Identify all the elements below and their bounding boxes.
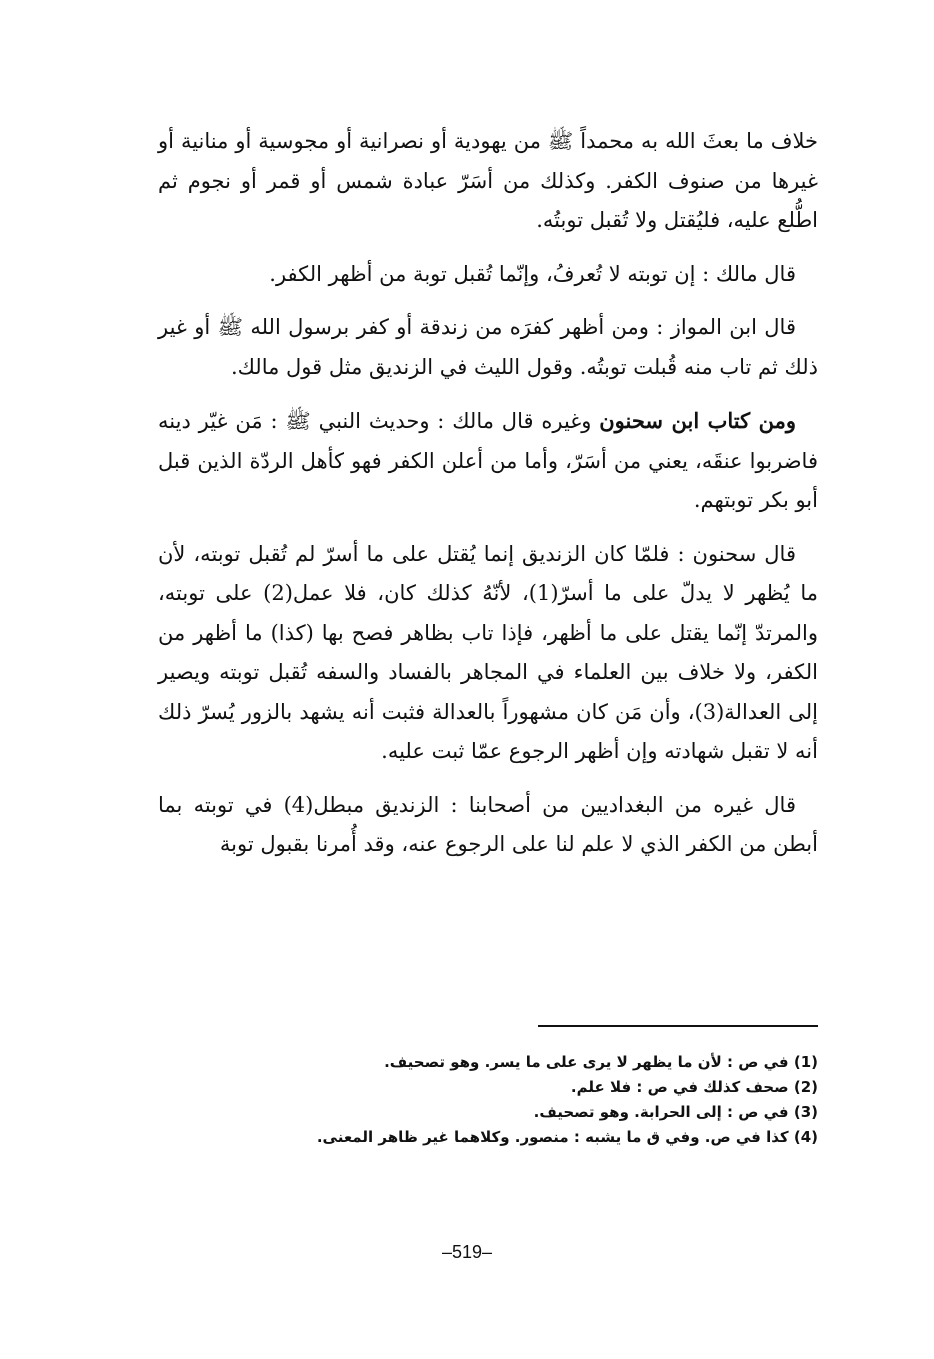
paragraph-3: قال ابن المواز : ومن أظهر كفرَه من زندقة أو كفر برسول الله ﷺ أو غير ذلك ثم تاب منه قُبلت توبتُه. وقول الليث في الزنديق مثل قول مالك. <box>158 315 818 379</box>
footnote-4: (4) كذا في ص. وفي ق ما يشبه : منصور. وكلاهما غير ظاهر المعنى. <box>316 1128 818 1146</box>
paragraph-4 <box>158 401 818 521</box>
paragraph-5: قال سحنون : فلمّا كان الزنديق إنما يُقتل على ما أسرّ لم تُقبل توبته، لأن ما يُظهر لا يدلّ على ما أسرّ(1)، لأنّهُ كذلك كان، فلا عمل(2) على توبته، والمرتدّ إنّما يقتل على ما أظهر، فإذا تاب بظاهر فصح بها (كذا) ما أظهر من الكفر، ولا خلاف بين العلماء في المجاهر بالفساد والسفه تُقبل توبته ويصير إلى العدالة(3)، وأن مَن كان مشهوراً بالعدالة فثبت أنه يشهد بالزور يُسرّ ذلك أنه لا تقبل شهادته وإن أظهر الرجوع عمّا ثبت عليه. <box>158 541 818 763</box>
page-number: –519– <box>441 1242 493 1262</box>
paragraph-6: قال غيره من البغداديين من أصحابنا : الزنديق مبطل(4) في توبته بما أبطن من الكفر الذي لا علم لنا على الرجوع عنه، وقد أُمرنا بقبول توبة <box>158 792 818 856</box>
paragraph-1: خلاف ما بعثَ الله به محمداً ﷺ من يهودية أو نصرانية أو مجوسية أو منانية أو غيرها من صنوف الكفر. وكذلك من أسَرّ عبادة شمس أو قمر أو نجوم ثم اطُّلع عليه، فليُقتل ولا تُقبل توبتُه. <box>158 129 818 232</box>
source-title: ومن كتاب ابن سحنون <box>599 408 796 433</box>
footnote-3: (3) في ص : إلى الحرابة. وهو تصحيف. <box>533 1103 818 1121</box>
footnote-separator <box>538 1025 818 1027</box>
footnote-2: (2) صحف كذلك في ص : فلا علم. <box>570 1078 818 1096</box>
footnote-1: (1) في ص : لأن ما يظهر لا يرى على ما يسر. وهو تصحيف. <box>384 1053 818 1071</box>
paragraph-4-text: وغيره قال مالك : وحديث النبي ﷺ : مَن غيّر دينه فاضربوا عنقَه، يعني من أسَرّ، وأما من أعلن الكفر فهو كأهل الردّة الذين قبل أبو بكر توبتهم. <box>158 409 818 512</box>
paragraph-2: قال مالك : إن توبته لا تُعرفُ، وإنّما تُقبل توبة من أظهر الكفر. <box>269 261 796 286</box>
footnotes <box>316 1050 818 1150</box>
body-text <box>158 122 818 879</box>
